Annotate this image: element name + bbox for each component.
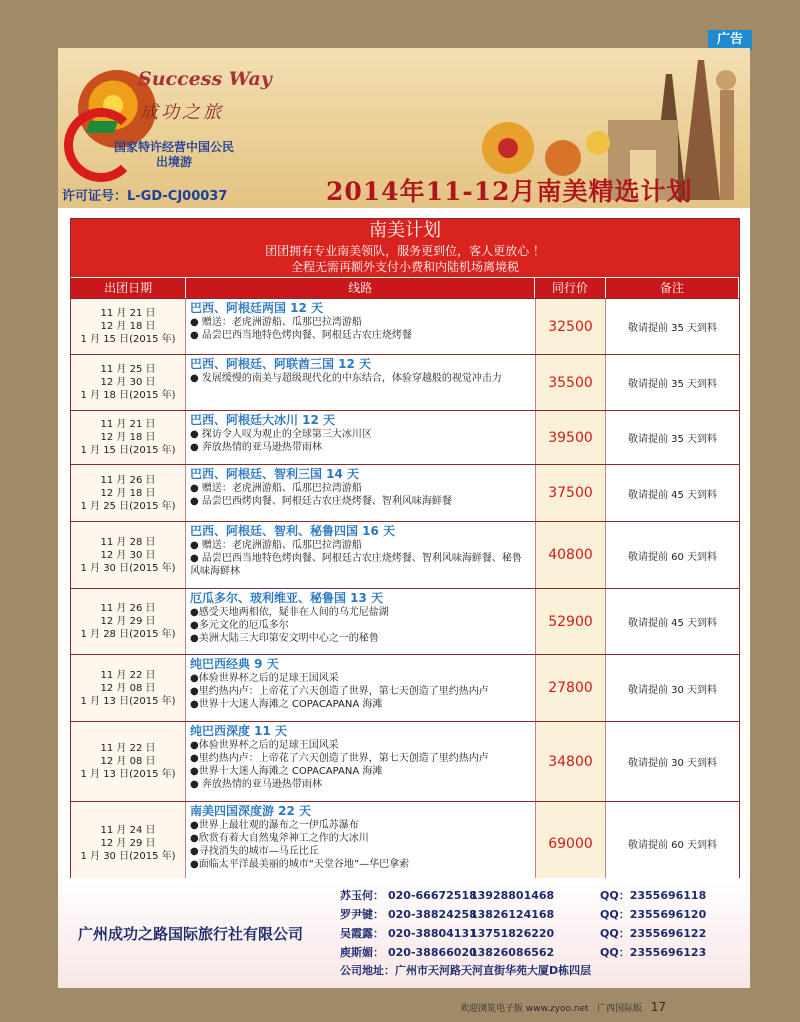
departure-date: 1 月 15 日(2015 年) <box>80 334 176 345</box>
table-title: 南美计划 <box>369 220 441 241</box>
route-highlight: ●寻找消失的城市—马丘比丘 <box>190 846 319 857</box>
gov-approval <box>94 140 254 170</box>
page-number: 17 <box>650 1000 666 1014</box>
price-cell: 37500 <box>536 465 606 521</box>
price-cell: 40800 <box>536 522 606 588</box>
route-highlight: ●欣赏有着大自然鬼斧神工之作的大冰川 <box>190 833 369 844</box>
contact-name: 吴霞露： <box>340 927 384 940</box>
departure-dates <box>71 589 186 654</box>
route-title: 南美四国深度游 22 天 <box>190 804 312 818</box>
departure-dates <box>71 299 186 354</box>
route-cell <box>186 589 536 654</box>
gov-line-1: 国家特许经营中国公民 <box>113 140 234 154</box>
publication-name: 广西国际版 <box>597 1004 643 1014</box>
contact-mobile: 13751826220 <box>470 927 555 940</box>
route-title: 纯巴西经典 9 天 <box>190 657 279 671</box>
license-number: 许可证号：L-GD-CJ00037 <box>62 189 228 204</box>
route-highlight: ●世界十大迷人海滩之 COPACAPANA 海滩 <box>190 766 383 777</box>
route-title: 厄瓜多尔、玻利维亚、秘鲁国 13 天 <box>190 591 384 605</box>
table-row <box>71 654 739 721</box>
contact-name: 罗尹键： <box>340 908 384 921</box>
contact-row <box>340 905 740 924</box>
departure-date: 12 月 30 日 <box>100 377 156 388</box>
price-cell: 39500 <box>536 411 606 464</box>
route-cell <box>186 722 536 801</box>
footer <box>58 878 750 988</box>
route-cell <box>186 655 536 721</box>
departure-date: 11 月 24 日 <box>100 825 156 836</box>
route-title: 巴西、阿根廷、阿联酋三国 12 天 <box>190 357 372 371</box>
price-cell: 69000 <box>536 802 606 885</box>
logo-mark <box>86 121 118 133</box>
note-cell: 敬请提前 30 天到料 <box>606 655 739 721</box>
contact-qq: QQ：2355696118 <box>600 889 707 902</box>
table-row <box>71 801 739 885</box>
departure-date: 1 月 25 日(2015 年) <box>80 500 176 512</box>
departure-date: 12 月 18 日 <box>100 321 156 332</box>
departure-date: 11 月 28 日 <box>100 536 156 548</box>
contact-phone: 020-38866020 <box>388 946 477 959</box>
price-cell: 32500 <box>536 299 606 354</box>
price-cell: 34800 <box>536 722 606 801</box>
route-highlight: ● 奔放热情的亚马逊热带雨林 <box>190 779 322 790</box>
contact-mobile: 13928801468 <box>470 889 555 902</box>
departure-date: 1 月 28 日(2015 年) <box>80 629 176 640</box>
route-highlight: ●里约热内卢：上帝花了六天创造了世界，第七天创造了里约热内卢 <box>190 686 489 697</box>
price-cell: 35500 <box>536 355 606 410</box>
route-title: 巴西、阿根廷、智利、秘鲁四国 16 天 <box>190 524 396 538</box>
departure-date: 12 月 29 日 <box>100 616 156 627</box>
route-title: 巴西、阿根廷两国 12 天 <box>190 301 324 315</box>
table-row <box>71 464 739 521</box>
departure-date: 1 月 13 日(2015 年) <box>80 769 176 780</box>
departure-date: 1 月 30 日(2015 年) <box>80 851 176 862</box>
contact-mobile: 13826086562 <box>470 946 555 959</box>
route-highlight: ● 品尝巴西当地特色烤肉餐、阿根廷古农庄烧烤餐、智利风味海鲜餐、秘鲁风味海鲜林 <box>190 553 522 577</box>
brand-name-cn: 成功之旅 <box>140 102 224 123</box>
departure-date: 11 月 25 日 <box>100 364 156 375</box>
note-cell: 敬请提前 45 天到料 <box>606 589 739 654</box>
departure-dates <box>71 802 186 885</box>
departure-date: 12 月 18 日 <box>100 432 156 443</box>
departure-date: 1 月 13 日(2015 年) <box>80 695 176 707</box>
site-link[interactable]: 欢迎浏览电子版 www.zyoo.net <box>460 1004 589 1014</box>
col-note: 备注 <box>606 278 739 298</box>
departure-date: 1 月 30 日(2015 年) <box>80 562 176 574</box>
contact-row <box>340 924 740 943</box>
route-highlight: ●世界十大迷人海滩之 COPACAPANA 海滩 <box>190 699 383 710</box>
route-highlight: ●体验世界杯之后的足球王国风采 <box>190 673 339 684</box>
departure-date: 1 月 15 日(2015 年) <box>80 445 176 456</box>
departure-dates <box>71 411 186 464</box>
route-highlight: ●多元文化的厄瓜多尔 <box>190 620 289 631</box>
route-highlight: ●世界上最壮观的瀑布之一伊瓜苏瀑布 <box>190 820 359 831</box>
route-highlight: ● 赠送：老虎洲游船、瓜那巴拉湾游船 <box>190 317 362 328</box>
table-body <box>71 298 739 885</box>
ad-tag: 广告 <box>708 30 752 50</box>
note-cell: 敬请提前 35 天到料 <box>606 355 739 410</box>
itinerary-table <box>70 218 740 886</box>
table-row <box>71 298 739 354</box>
route-highlight: ● 赠送：老虎洲游船、瓜那巴拉湾游船 <box>190 483 362 494</box>
departure-date: 12 月 30 日 <box>100 549 156 561</box>
header-banner <box>58 48 750 208</box>
contact-qq: QQ：2355696122 <box>600 927 707 940</box>
route-cell <box>186 465 536 521</box>
route-highlight: ●感受天地两相依，疑非在人间的乌尤尼盐湖 <box>190 607 389 618</box>
table-row <box>71 721 739 801</box>
table-row <box>71 521 739 588</box>
departure-date: 11 月 26 日 <box>100 474 156 486</box>
route-highlight: ●里约热内卢：上帝花了六天创造了世界，第七天创造了里约热内卢 <box>190 753 489 764</box>
contact-name: 苏玉何： <box>340 889 384 902</box>
gov-line-2: 出境游 <box>155 155 192 169</box>
departure-date: 12 月 08 日 <box>100 682 156 694</box>
company-address: 公司地址：广州市天河路天河直街华苑大厦D栋四层 <box>340 964 592 977</box>
route-highlight: ●美洲大陆三大印第安文明中心之一的秘鲁 <box>190 633 379 644</box>
departure-date: 1 月 18 日(2015 年) <box>80 390 176 401</box>
note-cell: 敬请提前 60 天到料 <box>606 802 739 885</box>
route-highlight: ● 奔放热情的亚马逊热带雨林 <box>190 442 322 453</box>
route-cell <box>186 522 536 588</box>
departure-dates <box>71 522 186 588</box>
contact-list <box>340 886 740 980</box>
route-highlight: ● 探访令人叹为观止的全球第三大冰川区 <box>190 429 372 440</box>
note-cell: 敬请提前 45 天到料 <box>606 465 739 521</box>
departure-date: 11 月 21 日 <box>100 419 156 430</box>
col-route: 线路 <box>186 278 535 298</box>
col-dates: 出团日期 <box>71 278 186 298</box>
note-cell: 敬请提前 35 天到料 <box>606 411 739 464</box>
table-subtitle-2: 全程无需再额外支付小费和内陆机场离境税 <box>290 260 519 274</box>
departure-dates <box>71 722 186 801</box>
departure-date: 12 月 29 日 <box>100 838 156 849</box>
table-heading <box>71 219 739 277</box>
table-subtitle-1: 团团拥有专业南美领队，服务更到位，客人更放心 ！ <box>265 244 545 258</box>
contact-row <box>340 886 740 905</box>
route-highlight: ● 品尝巴西烤肉餐、阿根廷古农庄烧烤餐、智利风味海鲜餐 <box>190 496 452 507</box>
contact-phone: 020-38824258 <box>388 908 477 921</box>
brand-name-en: Success Way <box>138 68 272 90</box>
contact-qq: QQ：2355696123 <box>600 946 707 959</box>
company-name: 广州成功之路国际旅行社有限公司 <box>78 925 304 943</box>
table-row <box>71 354 739 410</box>
page-footer <box>460 1000 666 1014</box>
note-cell: 敬请提前 60 天到料 <box>606 522 739 588</box>
note-cell: 敬请提前 30 天到料 <box>606 722 739 801</box>
departure-date: 12 月 18 日 <box>100 487 156 499</box>
price-cell: 52900 <box>536 589 606 654</box>
route-highlight: ● 发展缓慢的南美与超级现代化的中东结合，体验穿越般的视觉冲击力 <box>190 373 502 384</box>
route-cell <box>186 411 536 464</box>
route-highlight: ● 品尝巴西当地特色烤肉餐、阿根廷古农庄烧烤餐 <box>190 330 412 341</box>
route-highlight: ● 赠送：老虎洲游船、瓜那巴拉湾游船 <box>190 540 362 551</box>
table-header-row <box>71 277 739 298</box>
contact-mobile: 13826124168 <box>470 908 555 921</box>
plan-title: 2014年11-12月南美精选计划 <box>326 177 693 206</box>
route-title: 巴西、阿根廷、智利三国 14 天 <box>190 467 360 481</box>
table-row <box>71 588 739 654</box>
route-highlight: ●面临太平洋最美丽的城市“天堂谷地”—华巴拿索 <box>190 859 410 870</box>
departure-date: 12 月 08 日 <box>100 756 156 767</box>
departure-dates <box>71 465 186 521</box>
route-cell <box>186 299 536 354</box>
ad-panel <box>58 48 750 988</box>
route-title: 纯巴西深度 11 天 <box>190 724 288 738</box>
contact-phone: 020-66672518 <box>388 889 477 902</box>
departure-date: 11 月 22 日 <box>100 669 156 681</box>
route-cell <box>186 802 536 885</box>
route-cell <box>186 355 536 410</box>
route-highlight: ●体验世界杯之后的足球王国风采 <box>190 740 339 751</box>
contact-row <box>340 943 740 962</box>
departure-dates <box>71 355 186 410</box>
departure-date: 11 月 21 日 <box>100 308 156 319</box>
contact-phone: 020-38804131 <box>388 927 477 940</box>
contact-qq: QQ：2355696120 <box>600 908 707 921</box>
note-cell: 敬请提前 35 天到料 <box>606 299 739 354</box>
departure-date: 11 月 22 日 <box>100 743 156 754</box>
departure-date: 11 月 26 日 <box>100 603 156 614</box>
departure-dates <box>71 655 186 721</box>
table-row <box>71 410 739 464</box>
price-cell: 27800 <box>536 655 606 721</box>
col-price: 同行价 <box>535 278 606 298</box>
contact-name: 庾斯媚： <box>340 946 384 959</box>
route-title: 巴西、阿根廷大冰川 12 天 <box>190 413 336 427</box>
